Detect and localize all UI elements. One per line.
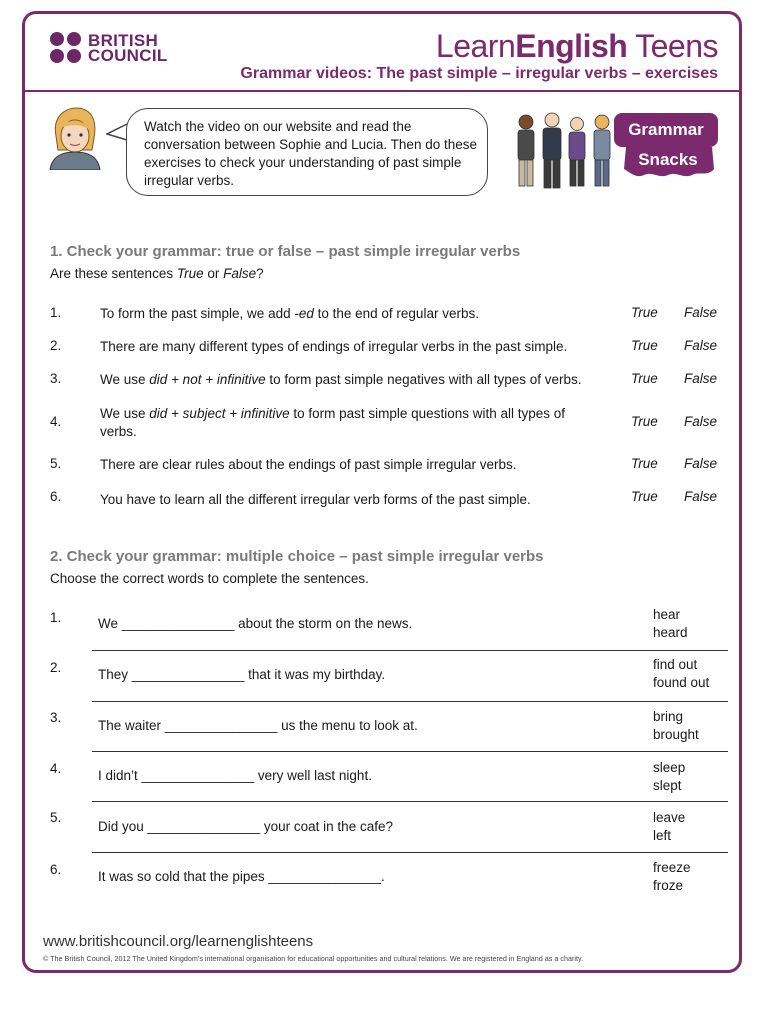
- tf-number: 5.: [50, 456, 62, 471]
- mc-sentence[interactable]: It was so cold that the pipes _______________.: [98, 869, 385, 884]
- logo-english: English: [515, 28, 628, 64]
- tf-emphasis: did + not + infinitive: [149, 372, 266, 387]
- mc-option[interactable]: left: [653, 828, 672, 843]
- british-council-logo: [50, 32, 168, 63]
- row-divider: [92, 701, 728, 702]
- mc-number: 5.: [50, 810, 62, 825]
- intro-text: Watch the video on our website and read the conversation between Sophie and Lucia. Then do these exercises to check your understanding of past simple irregular verbs.: [144, 119, 477, 188]
- mc-sentence[interactable]: We _______________ about the storm on the news.: [98, 616, 413, 631]
- mc-option[interactable]: found out: [653, 675, 710, 690]
- tf-number: 2.: [50, 338, 62, 353]
- mc-option[interactable]: froze: [653, 878, 684, 893]
- mc-options: [653, 759, 685, 795]
- mc-number: 3.: [50, 710, 62, 725]
- mc-options: [653, 606, 688, 642]
- tf-number: 4.: [50, 414, 62, 429]
- tf-emphasis: -ed: [294, 306, 314, 321]
- mc-number: 1.: [50, 610, 62, 625]
- true-option[interactable]: True: [631, 338, 658, 353]
- tf-statement: [100, 371, 620, 389]
- true-option[interactable]: True: [631, 456, 658, 471]
- tf-statement: [100, 491, 615, 509]
- tf-statement: [100, 456, 615, 474]
- logo-teens: Teens: [627, 28, 718, 64]
- mc-option[interactable]: hear: [653, 607, 681, 622]
- mc-option[interactable]: sleep: [653, 760, 686, 775]
- instr-q: ?: [256, 266, 264, 281]
- footer-url[interactable]: www.britishcouncil.org/learnenglishteens: [43, 933, 314, 950]
- mc-option[interactable]: freeze: [653, 860, 691, 875]
- instr-false: False: [223, 266, 257, 281]
- true-option[interactable]: True: [631, 414, 658, 429]
- mc-sentence[interactable]: Did you _______________ your coat in the cafe?: [98, 819, 393, 834]
- false-option[interactable]: False: [684, 456, 718, 471]
- section2-instruction: Choose the correct words to complete the sentences.: [50, 571, 369, 586]
- footer-copyright: © The British Council, 2012 The United Kingdom’s international organisation for educational opportunities and cultural relations. We are registered in England as a charity.: [43, 954, 584, 963]
- tf-text: We use: [100, 406, 150, 421]
- tf-number: 3.: [50, 371, 62, 386]
- false-option[interactable]: False: [684, 305, 718, 320]
- tf-text: There are many different types of endings of irregular verbs in the past simple.: [100, 339, 568, 354]
- mc-option[interactable]: slept: [653, 778, 682, 793]
- tf-text: You have to learn all the different irregular verb forms of the past simple.: [100, 492, 531, 507]
- mc-sentence[interactable]: The waiter _______________ us the menu to look at.: [98, 718, 418, 733]
- row-divider: [92, 650, 728, 651]
- true-option[interactable]: True: [631, 489, 658, 504]
- tf-text: to form past simple negatives with all types of verbs.: [265, 372, 582, 387]
- true-option[interactable]: True: [631, 305, 658, 320]
- row-divider: [92, 852, 728, 853]
- sophie-avatar-icon: [48, 106, 102, 170]
- grammar-snacks-badge: [612, 113, 720, 179]
- section1-instruction: [50, 266, 264, 281]
- badge-line2: Snacks: [638, 150, 698, 169]
- mc-option[interactable]: heard: [653, 625, 688, 640]
- tf-emphasis: did + subject + infinitive: [149, 406, 290, 421]
- logo-learn: Learn: [435, 28, 516, 64]
- logo-line2: COUNCIL: [88, 45, 168, 65]
- row-divider: [92, 801, 728, 802]
- tf-text: to form past simple questions with all types of verbs.: [100, 406, 565, 439]
- mc-number: 4.: [50, 761, 62, 776]
- tf-statement: [100, 338, 615, 356]
- mc-sentence[interactable]: They _______________ that it was my birthday.: [98, 667, 386, 682]
- page-title: Grammar videos: The past simple – irregular verbs – exercises: [240, 65, 718, 82]
- header-divider: [25, 90, 739, 92]
- mc-number: 6.: [50, 862, 62, 877]
- mc-option[interactable]: bring: [653, 709, 684, 724]
- tf-text: We use: [100, 372, 150, 387]
- false-option[interactable]: False: [684, 371, 718, 386]
- mc-option[interactable]: leave: [653, 810, 686, 825]
- mc-options: [653, 859, 691, 895]
- tf-text: There are clear rules about the endings of past simple irregular verbs.: [100, 457, 517, 472]
- tf-number: 6.: [50, 489, 62, 504]
- mc-option[interactable]: find out: [653, 657, 698, 672]
- section2-title: 2. Check your grammar: multiple choice – past simple irregular verbs: [50, 548, 544, 565]
- mc-option[interactable]: brought: [653, 727, 699, 742]
- section1-title: 1. Check your grammar: true or false – past simple irregular verbs: [50, 243, 521, 260]
- intro-speech-bubble: [126, 108, 488, 196]
- logo-line1: BRITISH: [88, 30, 159, 50]
- false-option[interactable]: False: [684, 414, 718, 429]
- characters-illustration: [510, 108, 620, 194]
- tf-text: To form the past simple, we add: [100, 306, 295, 321]
- logo-wordmark: [88, 30, 168, 65]
- tf-number: 1.: [50, 305, 62, 320]
- instr-true: True: [176, 266, 204, 281]
- row-divider: [92, 751, 728, 752]
- tf-text: to the end of regular verbs.: [313, 306, 479, 321]
- badge-line1: Grammar: [628, 120, 704, 139]
- instr-part: Are these sentences: [50, 266, 177, 281]
- mc-options: [653, 656, 709, 692]
- logo-dots-icon: [50, 32, 81, 63]
- mc-options: [653, 708, 699, 744]
- learnenglish-teens-logo: [436, 28, 718, 65]
- mc-sentence[interactable]: I didn’t _______________ very well last night.: [98, 768, 372, 783]
- instr-or: or: [203, 266, 224, 281]
- false-option[interactable]: False: [684, 489, 718, 504]
- mc-number: 2.: [50, 660, 62, 675]
- false-option[interactable]: False: [684, 338, 718, 353]
- tf-statement: [100, 305, 615, 323]
- mc-options: [653, 809, 685, 845]
- true-option[interactable]: True: [631, 371, 658, 386]
- tf-statement: [100, 405, 600, 441]
